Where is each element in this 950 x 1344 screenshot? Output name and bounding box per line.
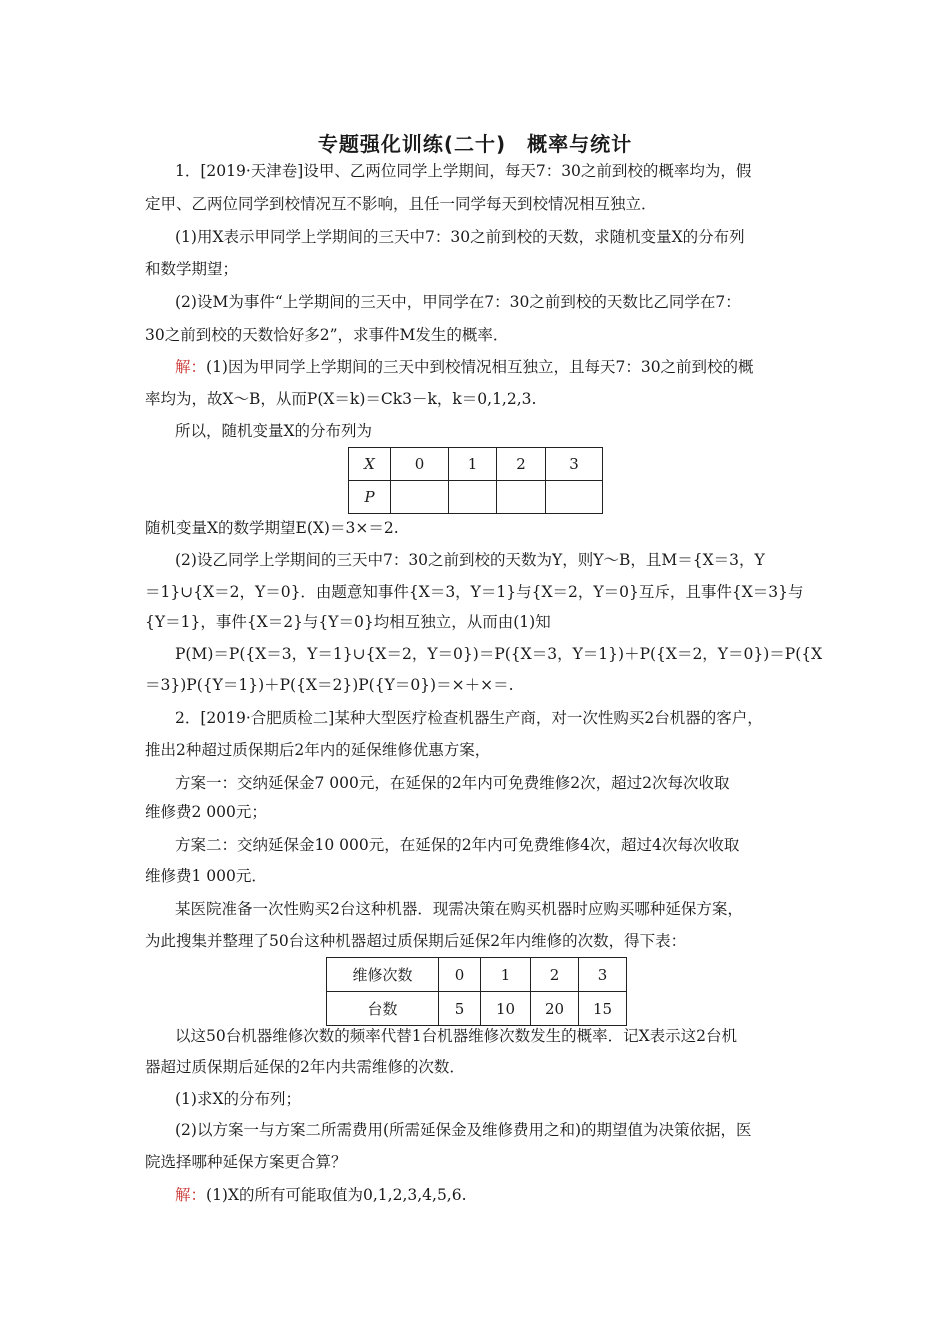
table-cell: 10 [481, 992, 531, 1026]
table-cell: 3 [546, 448, 603, 481]
solution-1-line-9: ＝3})P({Y＝1})＋P({X＝2})P({Y＝0})＝×＋×＝. [145, 676, 514, 694]
solution-1-line-4: 随机变量X的数学期望E(X)＝3×＝2. [145, 519, 399, 537]
table-cell: X [349, 448, 391, 481]
q2-line-2: 推出2种超过质保期后2年内的延保维修优惠方案， [145, 741, 491, 759]
q2-line-11: (1)求X的分布列； [175, 1090, 301, 1108]
q1-line-3: (1)用X表示甲同学上学期间的三天中7：30之前到校的天数，求随机变量X的分布列 [175, 228, 745, 246]
solution-1-line-8: P(M)＝P({X＝3，Y＝1}∪{X＝2，Y＝0})＝P({X＝3，Y＝1})＋P({X＝2，Y＝0})＝P({X [175, 645, 823, 663]
table-cell: 5 [439, 992, 481, 1026]
solution-1-line-3: 所以，随机变量X的分布列为 [175, 422, 373, 440]
table-row [327, 992, 627, 1026]
solution-1-line-5: (2)设乙同学上学期间的三天中7：30之前到校的天数为Y，则Y～B，且M＝{X＝3，Y [175, 551, 765, 569]
table-cell: 1 [449, 448, 497, 481]
q2-line-8: 为此搜集并整理了50台这种机器超过质保期后延保2年内维修的次数，得下表： [145, 932, 687, 950]
table-cell: 台数 [327, 992, 439, 1026]
q2-line-1: 2．[2019·合肥质检二]某种大型医疗检查机器生产商，对一次性购买2台机器的客户， [175, 709, 763, 727]
table-cell: 20 [531, 992, 579, 1026]
table-cell: 3 [579, 958, 627, 992]
q2-line-6: 维修费1 000元． [145, 867, 267, 885]
table-cell: 0 [439, 958, 481, 992]
q1-line-5: (2)设M为事件“上学期间的三天中，甲同学在7：30之前到校的天数比乙同学在7： [175, 293, 741, 311]
solution-text: (1)因为甲同学上学期间的三天中到校情况相互独立，且每天7：30之前到校的概 [206, 358, 754, 376]
table-cell [546, 481, 603, 514]
table-cell: 维修次数 [327, 958, 439, 992]
q2-line-10: 器超过质保期后延保的2年内共需维修的次数． [145, 1058, 465, 1076]
q1-line-6: 30之前到校的天数恰好多2”，求事件M发生的概率． [145, 326, 509, 344]
solution-1-line-2: 率均为，故X～B，从而P(X＝k)＝Ck3－k，k＝0,1,2,3. [145, 390, 537, 408]
q1-line-1: 1．[2019·天津卷]设甲、乙两位同学上学期间，每天7：30之前到校的概率均为，假 [175, 162, 752, 180]
table-cell: 1 [481, 958, 531, 992]
solution-2-line-1 [175, 1185, 467, 1205]
table-row [349, 481, 603, 514]
table-cell: 15 [579, 992, 627, 1026]
solution-label: 解： [175, 358, 207, 376]
solution-text: (1)X的所有可能取值为0,1,2,3,4,5,6. [206, 1186, 467, 1204]
table-cell: 0 [391, 448, 449, 481]
q2-line-13: 院选择哪种延保方案更合算？ [145, 1153, 347, 1171]
solution-1-line-6: ＝1}∪{X＝2，Y＝0}．由题意知事件{X＝3，Y＝1}与{X＝2，Y＝0}互斥，且事件{X＝3}与 [145, 583, 804, 601]
q1-line-2: 定甲、乙两位同学到校情况互不影响，且任一同学每天到校情况相互独立． [145, 195, 657, 213]
q2-line-12: (2)以方案一与方案二所需费用(所需延保金及维修费用之和)的期望值为决策依据，医 [175, 1121, 752, 1139]
table-cell [391, 481, 449, 514]
table-cell: 2 [531, 958, 579, 992]
q2-line-5: 方案二：交纳延保金10 000元，在延保的2年内可免费维修4次，超过4次每次收取 [175, 836, 740, 854]
table-row [327, 958, 627, 992]
solution-label: 解： [175, 1186, 207, 1204]
table-row [349, 448, 603, 481]
q2-line-4: 维修费2 000元； [145, 803, 267, 821]
page-title: 专题强化训练(二十) 概率与统计 [317, 132, 633, 156]
solution-1-line-1 [175, 357, 754, 377]
q2-line-9: 以这50台机器维修次数的频率代替1台机器维修次数发生的概率．记X表示这2台机 [175, 1027, 737, 1045]
table-cell: 2 [497, 448, 546, 481]
solution-1-line-7: {Y＝1}，事件{X＝2}与{Y＝0}均相互独立，从而由(1)知 [145, 613, 551, 631]
q2-line-3: 方案一：交纳延保金7 000元，在延保的2年内可免费维修2次，超过2次每次收取 [175, 774, 730, 792]
distribution-table-x [348, 447, 603, 514]
table-cell [449, 481, 497, 514]
q1-line-4: 和数学期望； [145, 260, 239, 278]
repair-count-table [326, 957, 627, 1026]
table-cell: P [349, 481, 391, 514]
table-cell [497, 481, 546, 514]
q2-line-7: 某医院准备一次性购买2台这种机器．现需决策在购买机器时应购买哪种延保方案， [175, 900, 743, 918]
